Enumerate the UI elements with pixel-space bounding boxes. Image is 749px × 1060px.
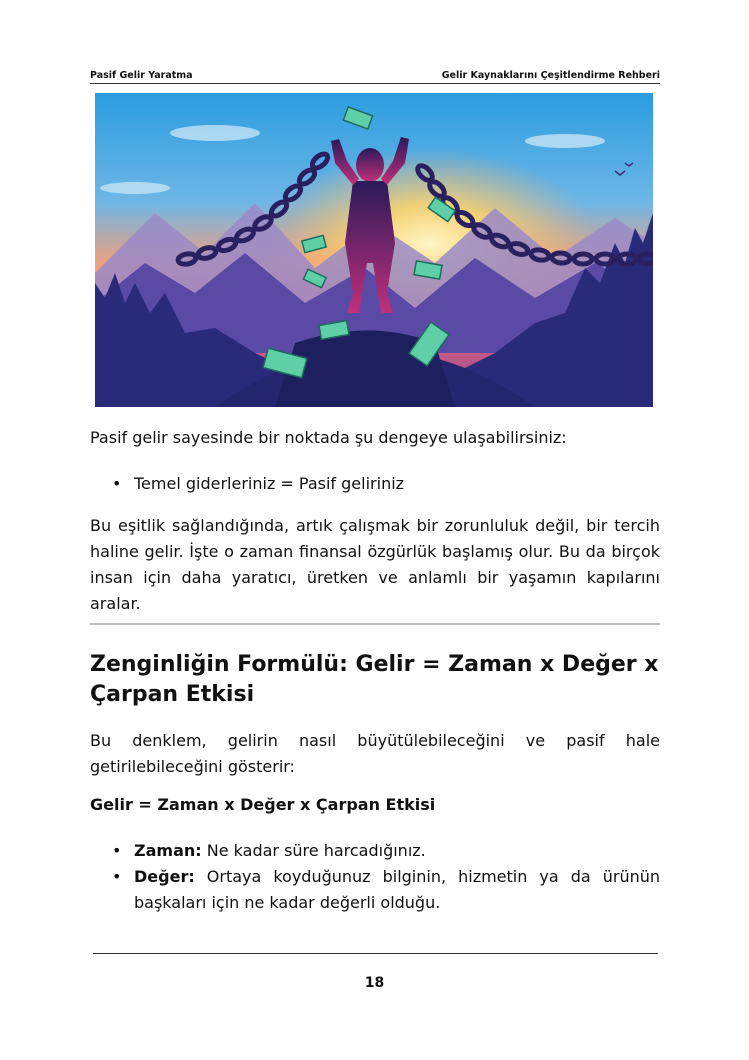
balance-bullet (90, 471, 660, 497)
balance-bullet-text: Temel giderleriniz = Pasif geliriniz (134, 474, 405, 493)
freedom-paragraph: Bu eşitlik sağlandığında, artık çalışmak bir zorunluluk değil, bir tercih haline gelir. İşte o zaman finansal özgürlük başlamış olur. Bu da birçok insan için daha yaratıcı, üretken ve anlamlı bir yaşamın kapılarını aralar. (90, 516, 660, 613)
page-header (90, 70, 660, 84)
section-heading: Zenginliğin Formülü: Gelir = Zaman x Değer x Çarpan Etkisi (90, 652, 659, 707)
header-left-title: Pasif Gelir Yaratma (90, 70, 193, 81)
formula-terms-list (90, 838, 660, 916)
list-item (90, 838, 660, 864)
intro-text: Pasif gelir sayesinde bir noktada şu dengeye ulaşabilirsiniz: (90, 428, 567, 447)
list-item (90, 864, 660, 916)
header-right-title: Gelir Kaynaklarını Çeşitlendirme Rehberi (441, 70, 660, 81)
page-number: 18 (364, 975, 385, 991)
term-label: Değer: (134, 867, 195, 886)
freedom-illustration (95, 93, 653, 407)
bullet-dot-icon: • (112, 841, 122, 860)
term-description: Ne kadar süre harcadığınız. (206, 841, 426, 860)
heading-intro-text: Bu denklem, gelirin nasıl büyütülebileceğini ve pasif hale getirilebileceğini gösterir: (90, 731, 660, 776)
term-label: Zaman: (134, 841, 202, 860)
bullet-dot-icon: • (112, 867, 122, 886)
formula-text: Gelir = Zaman x Değer x Çarpan Etkisi (90, 795, 436, 814)
section-divider (90, 623, 660, 625)
footer-divider (93, 953, 658, 954)
term-description: Ortaya koyduğunuz bilginin, hizmetin ya da ürünün başkaları için ne kadar değerli olduğu. (134, 867, 661, 912)
bullet-dot-icon: • (112, 474, 122, 493)
